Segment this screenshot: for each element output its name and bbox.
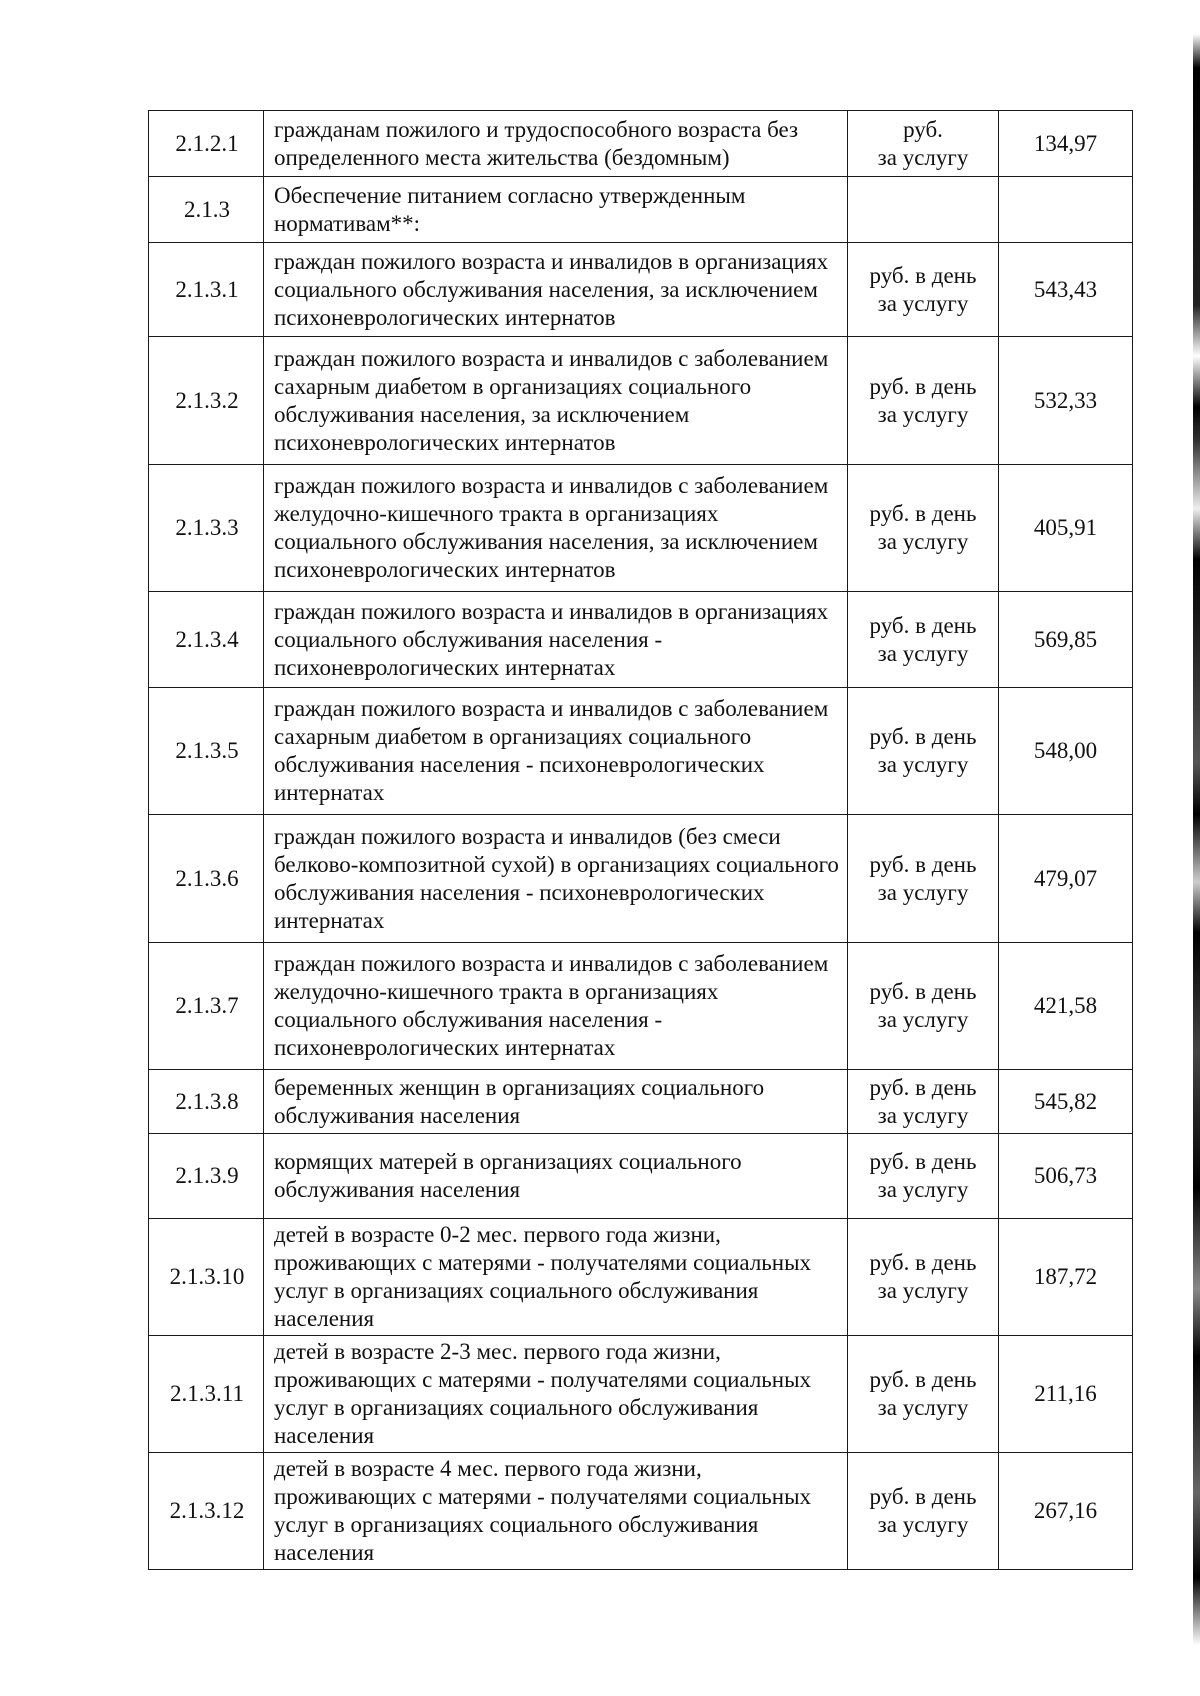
unit-cell <box>848 688 999 815</box>
service-description: граждан пожилого возраста и инвалидов в организациях социального обслуживания населения - психоневрологических интернатах <box>264 592 848 688</box>
service-description: граждан пожилого возраста и инвалидов с заболеванием сахарным диабетом в организациях социального обслуживания населения, за исключением психоневрологических интернатов <box>264 337 848 465</box>
unit-cell <box>848 1453 999 1570</box>
unit-line-2: за услугу <box>877 1278 969 1303</box>
service-description: кормящих матерей в организациях социального обслуживания населения <box>264 1134 848 1219</box>
table-row <box>149 688 1133 815</box>
unit-line-2: за услугу <box>877 529 969 554</box>
item-number: 2.1.3.6 <box>149 815 264 943</box>
item-number: 2.1.3.5 <box>149 688 264 815</box>
service-description: беременных женщин в организациях социального обслуживания населения <box>264 1070 848 1134</box>
item-number: 2.1.3.7 <box>149 943 264 1070</box>
unit-line-2: за услугу <box>877 1395 969 1420</box>
table-row <box>149 1453 1133 1570</box>
table-row <box>149 243 1133 337</box>
tariff-table-body <box>149 111 1133 1570</box>
item-number: 2.1.3.9 <box>149 1134 264 1219</box>
table-row <box>149 1134 1133 1219</box>
unit-line-2: за услугу <box>877 879 969 905</box>
unit-cell <box>848 177 999 243</box>
unit-line-2: за услугу <box>877 290 969 316</box>
unit-cell <box>848 1336 999 1453</box>
unit-line-1: руб. в день <box>869 851 977 877</box>
item-number: 2.1.3 <box>149 177 264 243</box>
item-number: 2.1.3.1 <box>149 243 264 337</box>
item-number: 2.1.3.2 <box>149 337 264 465</box>
unit-cell <box>848 1219 999 1336</box>
unit-cell <box>848 337 999 465</box>
item-number: 2.1.3.12 <box>149 1453 264 1570</box>
unit-cell <box>848 243 999 337</box>
table-row <box>149 1219 1133 1336</box>
price-value: 479,07 <box>999 815 1133 943</box>
unit-cell <box>848 1134 999 1219</box>
price-value: 267,16 <box>999 1453 1133 1570</box>
unit-line-1: руб. <box>903 116 943 142</box>
price-value: 545,82 <box>999 1070 1133 1134</box>
service-description: гражданам пожилого и трудоспособного возраста без определенного места жительства (бездомным) <box>264 111 848 177</box>
unit-line-2: за услугу <box>877 1007 969 1032</box>
unit-line-2: за услугу <box>877 401 969 427</box>
price-value: 532,33 <box>999 337 1133 465</box>
unit-cell <box>848 815 999 943</box>
table-row <box>149 943 1133 1070</box>
unit-line-1: руб. в день <box>869 1367 977 1392</box>
unit-line-1: руб. в день <box>869 373 977 399</box>
service-description: граждан пожилого возраста и инвалидов с заболеванием сахарным диабетом в организациях социального обслуживания населения - психоневрологических интернатах <box>264 688 848 815</box>
service-description: граждан пожилого возраста и инвалидов (без смеси белково-композитной сухой) в организациях социального обслуживания населения - психоневрологических интернатах <box>264 815 848 943</box>
unit-line-2: за услугу <box>877 144 969 170</box>
unit-line-1: руб. в день <box>869 979 977 1004</box>
unit-line-1: руб. в день <box>869 1484 977 1509</box>
table-row <box>149 177 1133 243</box>
price-value: 506,73 <box>999 1134 1133 1219</box>
item-number: 2.1.3.3 <box>149 465 264 592</box>
item-number: 2.1.3.4 <box>149 592 264 688</box>
item-number: 2.1.3.8 <box>149 1070 264 1134</box>
service-description: граждан пожилого возраста и инвалидов с заболеванием желудочно-кишечного тракта в организациях социального обслуживания населения, за исключением психоневрологических интернатов <box>264 465 848 592</box>
unit-cell <box>848 465 999 592</box>
tariff-table <box>148 110 1133 1570</box>
price-value: 405,91 <box>999 465 1133 592</box>
unit-line-2: за услугу <box>877 640 969 666</box>
unit-line-2: за услугу <box>877 1177 969 1202</box>
unit-cell <box>848 592 999 688</box>
unit-line-1: руб. в день <box>869 501 977 526</box>
price-value: 134,97 <box>999 111 1133 177</box>
price-value: 187,72 <box>999 1219 1133 1336</box>
scan-edge-strip <box>1193 0 1200 1696</box>
unit-line-1: руб. в день <box>869 1250 977 1275</box>
table-row <box>149 337 1133 465</box>
service-description: детей в возрасте 4 мес. первого года жизни, проживающих с матерями - получателями социальных услуг в организациях социального обслуживания населения <box>264 1453 848 1570</box>
price-value: 569,85 <box>999 592 1133 688</box>
service-description: детей в возрасте 2-3 мес. первого года жизни, проживающих с матерями - получателями социальных услуг в организациях социального обслуживания населения <box>264 1336 848 1453</box>
table-row <box>149 1070 1133 1134</box>
service-description: граждан пожилого возраста и инвалидов в организациях социального обслуживания населения, за исключением психоневрологических интернатов <box>264 243 848 337</box>
table-row <box>149 1336 1133 1453</box>
price-value: 211,16 <box>999 1336 1133 1453</box>
unit-line-1: руб. в день <box>869 612 977 638</box>
price-value: 421,58 <box>999 943 1133 1070</box>
service-description: детей в возрасте 0-2 мес. первого года жизни, проживающих с матерями - получателями социальных услуг в организациях социального обслуживания населения <box>264 1219 848 1336</box>
item-number: 2.1.3.10 <box>149 1219 264 1336</box>
price-value <box>999 177 1133 243</box>
unit-cell <box>848 111 999 177</box>
price-value: 543,43 <box>999 243 1133 337</box>
table-row <box>149 815 1133 943</box>
unit-line-1: руб. в день <box>869 1149 977 1174</box>
price-value: 548,00 <box>999 688 1133 815</box>
unit-cell <box>848 943 999 1070</box>
unit-line-2: за услугу <box>877 1512 969 1537</box>
unit-cell <box>848 1070 999 1134</box>
table-row <box>149 465 1133 592</box>
unit-line-1: руб. в день <box>869 1074 977 1100</box>
table-row <box>149 592 1133 688</box>
item-number: 2.1.3.11 <box>149 1336 264 1453</box>
unit-line-1: руб. в день <box>869 262 977 288</box>
service-description: Обеспечение питанием согласно утвержденным нормативам**: <box>264 177 848 243</box>
service-description: граждан пожилого возраста и инвалидов с заболеванием желудочно-кишечного тракта в организациях социального обслуживания населения - психоневрологических интернатах <box>264 943 848 1070</box>
table-row <box>149 111 1133 177</box>
unit-line-2: за услугу <box>877 752 969 777</box>
unit-line-1: руб. в день <box>869 724 977 749</box>
item-number: 2.1.2.1 <box>149 111 264 177</box>
unit-line-2: за услугу <box>877 1102 969 1128</box>
